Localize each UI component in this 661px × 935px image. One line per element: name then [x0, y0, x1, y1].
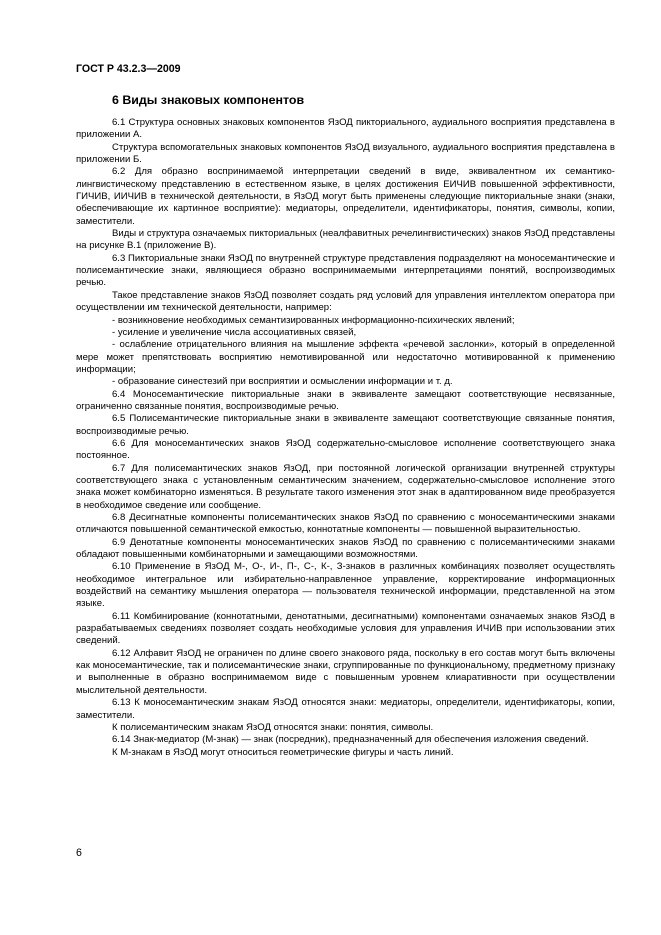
paragraph-6-7: 6.7 Для полисемантических знаков ЯзОД, при постоянной логической организации внутренней структуры соответствующего знака с установленным семантическим значением, содержательно-смысловое исполнение этого знака может комбинаторно изменяться. В результате такого изменения этот знак в адаптированном виде преобразуется в необходимое сведение или сообщение. — [76, 462, 615, 511]
paragraph-6-12: 6.12 Алфавит ЯзОД не ограничен по длине своего знакового ряда, поскольку в его состав могут быть включены как моносемантические, так и полисемантические знаки, сгруппированные по функциональному, предметному признаку и выполненные в образно воспринимаемом виде с повышенным уровнем клиаративности при осуществлении мыслительной деятельности. — [76, 647, 615, 696]
paragraph-6-14-b: К М-знакам в ЯзОД могут относиться геометрические фигуры и часть линий. — [112, 746, 454, 758]
paragraph-6-13: 6.13 К моносемантическим знакам ЯзОД относятся знаки: медиаторы, определители, идентификаторы, копии, заместители. — [76, 697, 615, 721]
list-item: - образование синестезий при восприятии и осмыслении информации и т. д. — [112, 376, 453, 388]
list-item: - возникновение необходимых семантизированных информационно-психических явлений; — [112, 314, 515, 326]
paragraph-6-6: 6.6 Для моносемантических знаков ЯзОД содержательно-смысловое исполнение соответствующего знака постоянное. — [76, 437, 615, 462]
paragraph-6-3-b: Такое представление знаков ЯзОД позволяет создать ряд условий для управления интеллектом оператора при осуществлении им технической деятельности, например: — [76, 289, 615, 314]
paragraph-6-14: 6.14 Знак-медиатор (М-знак) — знак (посредник), предназначенный для обеспечения изложения сведений. — [112, 734, 589, 746]
list-item: - ослабление отрицательного влияния на мышление эффекта «речевой заслонки», который в определенной мере может препятствовать восприятию немотивированной или недостаточно мотивированной к применению информации; — [76, 339, 615, 375]
paragraph-6-4: 6.4 Моносемантические пикториальные знаки в эквиваленте замещают соответствующие несвязанные, ограниченно связанные понятия, воспроизводимые речью. — [76, 388, 615, 412]
paragraph-6-1-b: Структура вспомогательных знаковых компонентов ЯзОД визуального, аудиального восприятия представлена в приложении Б. — [76, 141, 615, 166]
list-item: - усиление и увеличение числа ассоциативных связей, — [112, 326, 357, 338]
paragraph-6-2-b: Виды и структура означаемых пикториальных (неалфавитных речелингвистических) знаков ЯзОД представлены на рисунке В.1 (приложение В). — [76, 228, 615, 252]
paragraph-6-8: 6.8 Десигнатные компоненты полисемантических знаков ЯзОД по сравнению с моносемантическими знаками отличаются повышенной семантической емкостью, коннотатные компоненты — повышенной выразительностью. — [76, 512, 615, 536]
page-number: 6 — [76, 847, 82, 859]
paragraph-6-9: 6.9 Денотатные компоненты моносемантических знаков ЯзОД по сравнению с полисемантическими знаками обладают повышенными комбинаторными и замещающими возможностями. — [76, 536, 615, 561]
paragraph-6-11: 6.11 Комбинирование (коннотатными, денотатными, десигнатными) компонентами означаемых знаков ЯзОД в разрабатываемых сведениях позволяет создать необходимые условия для управления ИЧИВ при использовании этих сведений. — [76, 610, 615, 647]
paragraph-6-1: 6.1 Структура основных знаковых компонентов ЯзОД пикториального, аудиального восприятия представлена в приложении А. — [76, 117, 615, 141]
paragraph-6-10: 6.10 Применение в ЯзОД М-, О-, И-, П-, С-, К-, З-знаков в различных комбинациях позволяет осуществлять необходимое интегральное или избирательно-направленное управление, корректирование информационных воздействий на семантику мышления оператора — пользователя технической информации, представленной на этом языке. — [76, 561, 615, 610]
paragraph-6-2: 6.2 Для образно воспринимаемой интерпретации сведений в виде, эквивалентном их семантико-лингвистическому представлению в естественном языке, в целях достижения ЕИЧИВ повышенной эффективности, ГИЧИВ, ИИЧИВ в технической деятельности, в ЯзОД могут быть применены следующие пикториальные знаки (знаки, обеспечивающие их картинное восприятие): медиаторы, определители, идентификаторы, понятия, символы, копии, заместители. — [76, 166, 615, 227]
paragraph-6-5: 6.5 Полисемантические пикториальные знаки в эквиваленте замещают соответствующие связанные понятия, воспроизводимые речью. — [76, 413, 615, 437]
paragraph-6-3: 6.3 Пикториальные знаки ЯзОД по внутренней структуре представления подразделяют на моносемантические и полисемантические знаки, являющиеся образно воспринимаемыми интерпретациями понятий, воспроизводимых речью. — [76, 252, 615, 289]
document-code-header: ГОСТ Р 43.2.3—2009 — [76, 63, 181, 75]
paragraph-6-13-b: К полисемантическим знакам ЯзОД относятся знаки: понятия, символы. — [112, 721, 434, 733]
section-title: 6 Виды знаковых компонентов — [112, 93, 305, 107]
section-body — [76, 117, 615, 759]
